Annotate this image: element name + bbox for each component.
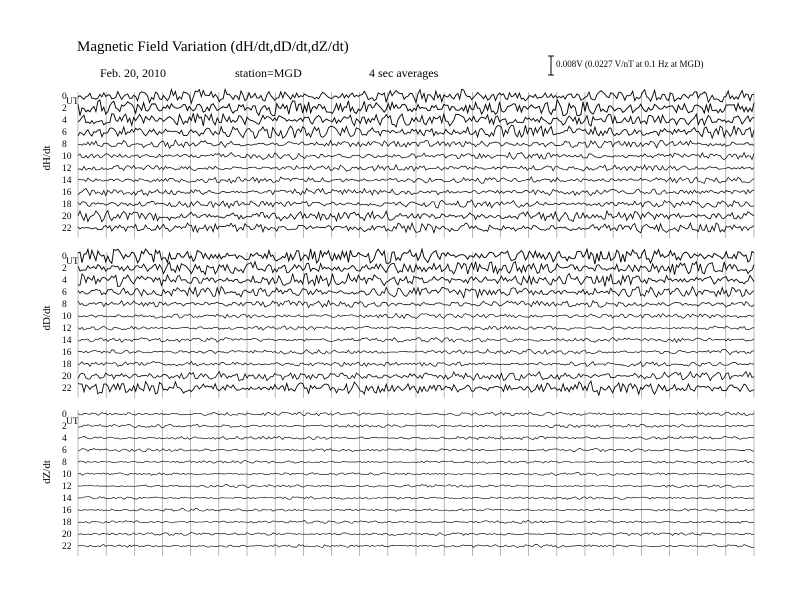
row-tick-label: 14	[62, 336, 72, 346]
row-tick-label: 18	[62, 200, 72, 210]
panel-ylabel: dZ/dt	[41, 460, 53, 484]
station-label: station=MGD	[235, 66, 302, 80]
row-tick-label: 20	[62, 212, 72, 222]
row-tick-label: 22	[62, 224, 72, 234]
row-tick-label: 0	[62, 410, 67, 420]
row-tick-label: 12	[62, 482, 72, 492]
row-tick-label: 10	[62, 470, 72, 480]
row-tick-label: 14	[62, 176, 72, 186]
row-tick-label: 12	[62, 164, 72, 174]
ut-axis-label: UT	[66, 417, 79, 427]
row-tick-label: 4	[62, 116, 67, 126]
row-tick-label: 12	[62, 324, 72, 334]
row-tick-label: 16	[62, 188, 72, 198]
panel-ylabel: dH/dt	[41, 145, 53, 171]
row-tick-label: 16	[62, 348, 72, 358]
row-tick-label: 4	[62, 434, 67, 444]
row-tick-label: 22	[62, 384, 72, 394]
row-tick-label: 10	[62, 312, 72, 322]
panel-ylabel: dD/dt	[41, 305, 53, 331]
row-tick-label: 6	[62, 288, 67, 298]
row-tick-label: 16	[62, 506, 72, 516]
row-tick-label: 2	[62, 264, 67, 274]
row-tick-label: 2	[62, 422, 67, 432]
ut-axis-label: UT	[66, 257, 79, 267]
row-tick-label: 6	[62, 446, 67, 456]
row-tick-label: 18	[62, 518, 72, 528]
row-tick-label: 18	[62, 360, 72, 370]
row-tick-label: 8	[62, 300, 67, 310]
row-tick-label: 0	[62, 252, 67, 262]
ut-axis-label: UT	[66, 97, 79, 107]
row-tick-label: 8	[62, 140, 67, 150]
row-tick-label: 0	[62, 92, 67, 102]
averages-label: 4 sec averages	[369, 66, 439, 80]
row-tick-label: 6	[62, 128, 67, 138]
row-tick-label: 20	[62, 372, 72, 382]
row-tick-label: 8	[62, 458, 67, 468]
row-tick-label: 4	[62, 276, 67, 286]
scale-label: 0.008V (0.0227 V/nT at 0.1 Hz at MGD)	[556, 59, 704, 69]
date-label: Feb. 20, 2010	[100, 66, 166, 80]
row-tick-label: 20	[62, 530, 72, 540]
page-title: Magnetic Field Variation (dH/dt,dD/dt,dZ/dt)	[77, 39, 349, 55]
row-tick-label: 2	[62, 104, 67, 114]
row-tick-label: 22	[62, 542, 72, 552]
row-tick-label: 14	[62, 494, 72, 504]
row-tick-label: 10	[62, 152, 72, 162]
